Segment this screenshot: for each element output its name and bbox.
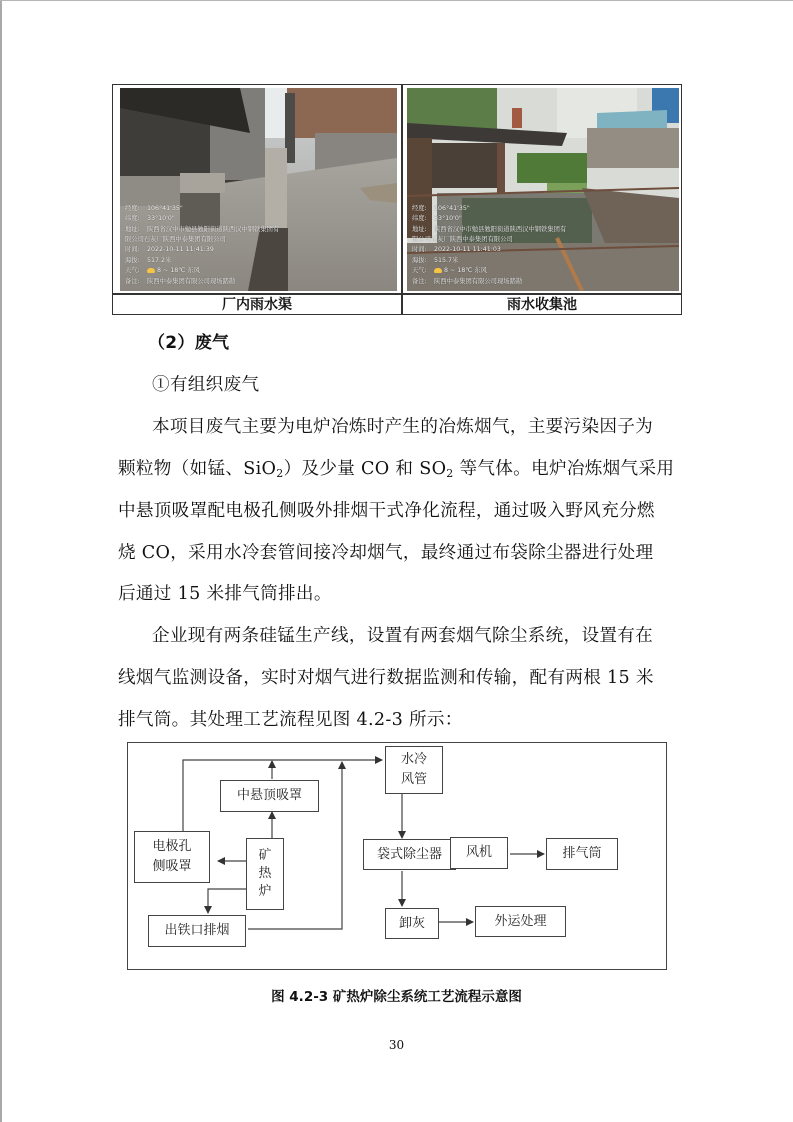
photo-caption: 雨水收集池 bbox=[507, 297, 577, 313]
stamp-altitude: 515.7米 bbox=[434, 256, 459, 264]
node-label: 出铁口排烟 bbox=[164, 923, 230, 938]
stamp-label: 海拔: bbox=[125, 256, 140, 264]
text-run: 等气体。电炉冶炼烟气采用 bbox=[453, 459, 675, 479]
stamp-label: 海拔: bbox=[412, 256, 427, 264]
stamp-longitude: 106°41'35" bbox=[147, 204, 183, 212]
stamp-label: 纬度: bbox=[412, 215, 427, 223]
process-flowchart bbox=[127, 742, 667, 970]
node-water-cooled-duct bbox=[385, 746, 443, 794]
stamp-label: 地址: bbox=[125, 225, 140, 233]
node-label: 风机 bbox=[465, 845, 492, 860]
page-edge bbox=[0, 0, 2, 1122]
subsection-heading: ①有组织废气 bbox=[152, 375, 260, 395]
node-top-suction-hood bbox=[220, 780, 319, 812]
node-tap-hole-fume bbox=[148, 915, 246, 947]
node-label: 卸灰 bbox=[398, 915, 425, 931]
stamp-note: 陕西中泰集团有限公司现场踏勘 bbox=[434, 277, 523, 285]
stamp-label: 经度: bbox=[412, 204, 427, 212]
photo-caption: 厂内雨水渠 bbox=[222, 297, 292, 313]
stamp-label: 天气: bbox=[125, 267, 140, 275]
node-label: 风管 bbox=[400, 772, 427, 787]
node-label: 排气筒 bbox=[562, 846, 602, 861]
weather-cloudy-sun-icon bbox=[147, 268, 155, 273]
node-label: 侧吸罩 bbox=[152, 859, 192, 874]
node-label: 水冷 bbox=[400, 752, 427, 767]
stamp-weather: 8 ~ 18℃ 东风 bbox=[444, 267, 487, 275]
node-ash-unloading bbox=[385, 908, 439, 939]
paragraph-line bbox=[118, 455, 674, 480]
stamp-address: 限公司石灰厂陕西中泰集团有限公司 bbox=[412, 235, 513, 243]
stamp-label: 纬度: bbox=[125, 215, 140, 223]
photo-rain-channel bbox=[120, 88, 397, 291]
node-offsite-disposal bbox=[475, 906, 566, 937]
stamp-label: 备注: bbox=[125, 277, 140, 285]
stamp-label: 时间: bbox=[412, 246, 427, 254]
stamp-note: 陕西中泰集团有限公司现场踏勘 bbox=[147, 277, 236, 285]
photo-rain-collection-pool bbox=[407, 88, 679, 291]
stamp-address: 陕西省汉中市勉县勉阳街道陕西汉中钢铁集团有 bbox=[434, 225, 567, 233]
stamp-label: 时间: bbox=[125, 246, 140, 254]
stamp-label: 地址: bbox=[412, 225, 427, 233]
photo-table bbox=[112, 84, 682, 315]
stamp-label: 经度: bbox=[125, 204, 140, 212]
paragraph-line: 后通过 15 米排气筒排出。 bbox=[118, 584, 332, 604]
page-number: 30 bbox=[388, 1038, 405, 1052]
node-label: 电极孔 bbox=[152, 839, 192, 854]
node-electrode-side-hood bbox=[134, 831, 210, 883]
text-run: ）及少量 CO 和 SO bbox=[283, 459, 447, 479]
stamp-altitude: 517.2米 bbox=[147, 256, 172, 264]
node-label: 外运处理 bbox=[494, 913, 547, 929]
photo-watermark-stamp bbox=[125, 204, 279, 287]
node-label: 袋式除尘器 bbox=[376, 846, 442, 862]
subscript: 2 bbox=[276, 467, 284, 480]
paragraph-line: 企业现有两条硅锰生产线，设置有两套烟气除尘系统，设置有在 bbox=[152, 626, 654, 646]
paragraph-line: 中悬顶吸罩配电极孔侧吸外排烟干式净化流程，通过吸入野风充分燃 bbox=[118, 501, 655, 521]
stamp-latitude: 33°10'0" bbox=[434, 215, 462, 223]
photo-watermark-stamp bbox=[412, 204, 566, 287]
section-heading: （2）废气 bbox=[148, 333, 230, 353]
figure-caption: 图 4.2-3 矿热炉除尘系统工艺流程示意图 bbox=[271, 989, 522, 1005]
node-fan bbox=[450, 837, 508, 869]
stamp-label: 备注: bbox=[412, 277, 427, 285]
node-label: 矿 bbox=[258, 848, 272, 863]
text-run: 颗粒物（如锰、SiO bbox=[118, 459, 277, 479]
subscript: 2 bbox=[446, 467, 454, 480]
node-label: 炉 bbox=[258, 884, 272, 899]
paragraph-line: 排气筒。其处理工艺流程见图 4.2-3 所示： bbox=[118, 710, 463, 730]
stamp-address: 陕西省汉中市勉县勉阳街道陕西汉中钢铁集团有 bbox=[147, 225, 280, 233]
node-submerged-arc-furnace bbox=[246, 838, 284, 910]
page-edge bbox=[0, 0, 793, 1]
node-bag-filter bbox=[363, 839, 456, 870]
node-label: 热 bbox=[258, 866, 272, 881]
stamp-longitude: 106°41'35" bbox=[434, 204, 470, 212]
stamp-label: 天气: bbox=[412, 267, 427, 275]
stamp-latitude: 33°10'0" bbox=[147, 215, 175, 223]
connector-furnace-to-taphole bbox=[208, 889, 246, 913]
stamp-weather: 8 ~ 18℃ 东风 bbox=[157, 267, 200, 275]
paragraph-line: 烧 CO，采用水冷套管间接冷却烟气，最终通过布袋除尘器进行处理 bbox=[118, 543, 654, 563]
stamp-address: 限公司石灰厂陕西中泰集团有限公司 bbox=[125, 235, 226, 243]
stamp-time: 2022-10-11 11:41:39 bbox=[147, 246, 214, 254]
stamp-time: 2022-10-11 11:41:03 bbox=[434, 246, 501, 254]
node-label: 中悬顶吸罩 bbox=[236, 788, 302, 803]
node-exhaust-stack bbox=[546, 838, 618, 870]
paragraph-line: 本项目废气主要为电炉冶炼时产生的冶炼烟气，主要污染因子为 bbox=[152, 417, 654, 437]
weather-cloudy-sun-icon bbox=[434, 268, 442, 273]
paragraph-line: 线烟气监测设备，实时对烟气进行数据监测和传输，配有两根 15 米 bbox=[118, 668, 654, 688]
table-divider bbox=[401, 85, 403, 314]
